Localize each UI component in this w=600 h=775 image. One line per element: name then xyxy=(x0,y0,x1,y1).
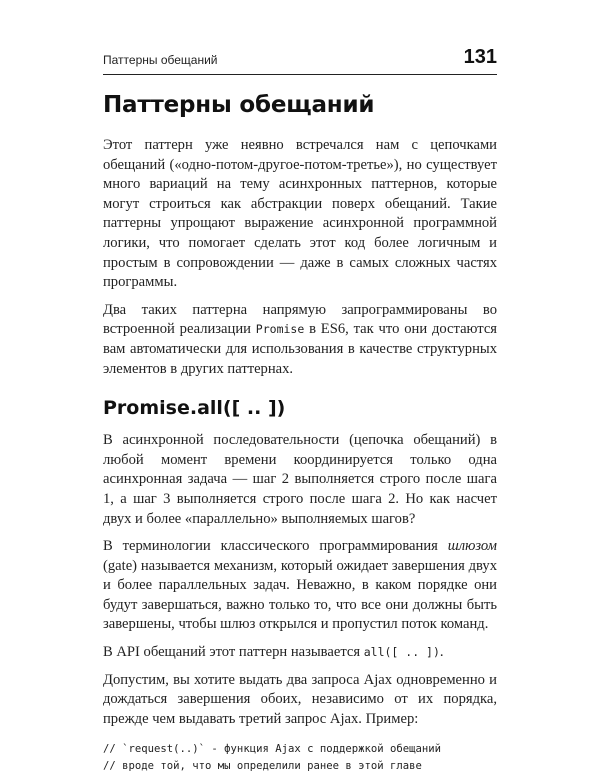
page-body xyxy=(103,92,497,775)
page-number: 131 xyxy=(463,46,497,68)
code-line: // вроде той, что мы определили ранее в этой главе xyxy=(103,760,422,773)
section-paragraph-2 xyxy=(103,537,497,635)
running-title: Паттерны обещаний xyxy=(103,53,218,67)
text-run: (gate) называется механизм, который ожидает завершения двух и более параллельных задач. Неважно, в каком порядке они будут завершаться, важно только то, что все они должны быть завершены, чтобы шлюз открылся и пропустил поток команд. xyxy=(103,557,497,633)
section-paragraph-3 xyxy=(103,643,497,663)
inline-code: all([ .. ]) xyxy=(363,645,440,660)
inline-code: Promise xyxy=(255,322,305,337)
section-paragraph-4: Допустим, вы хотите выдать два запроса Ajax одновременно и дождаться завершения обоих, независимо от их порядка, прежде чем выдавать третий запрос Ajax. Пример: xyxy=(103,671,497,727)
chapter-heading: Паттерны обещаний xyxy=(103,92,375,118)
text-run: В API обещаний этот паттерн называется xyxy=(103,644,364,661)
code-block xyxy=(103,741,497,775)
code-line: // `request(..)` - функция Ajax с поддержкой обещаний xyxy=(103,743,442,756)
text-run: Два таких паттерна напрямую запрограммированы во встроенной реализации xyxy=(103,301,497,338)
section-heading: Promise.all([ .. ]) xyxy=(103,397,286,420)
emphasis-term: шлюзом xyxy=(447,538,497,555)
intro-paragraph-2 xyxy=(103,301,497,379)
text-run: . xyxy=(439,644,444,661)
section-paragraph-1: В асинхронной последовательности (цепочка обещаний) в любой момент времени координируется только одна асинхронная задача — шаг 2 выполняется строго после шага 1, а шаг 3 выполняется строго после шага 2. Но как насчет двух и более «параллельно» выполняемых шагов? xyxy=(103,432,497,527)
text-run: В терминологии классического программирования xyxy=(103,538,448,555)
intro-paragraph-1: Этот паттерн уже неявно встречался нам с цепочками обещаний («одно-потом-другое-потом-третье»), но существует много вариаций на тему асинхронных паттернов, которые могут строиться как абстракции поверх обещаний. Такие паттерны упрощают выражение асинхронной программной логики, что помогает сделать этот код более логичным и простым в сопровождении — даже в самых сложных частях программы. xyxy=(103,137,497,291)
running-header xyxy=(103,44,497,75)
text-run: в ES6, так что они достаются вам автоматически для использования в качестве структурных элементов в других паттернах. xyxy=(103,321,498,377)
